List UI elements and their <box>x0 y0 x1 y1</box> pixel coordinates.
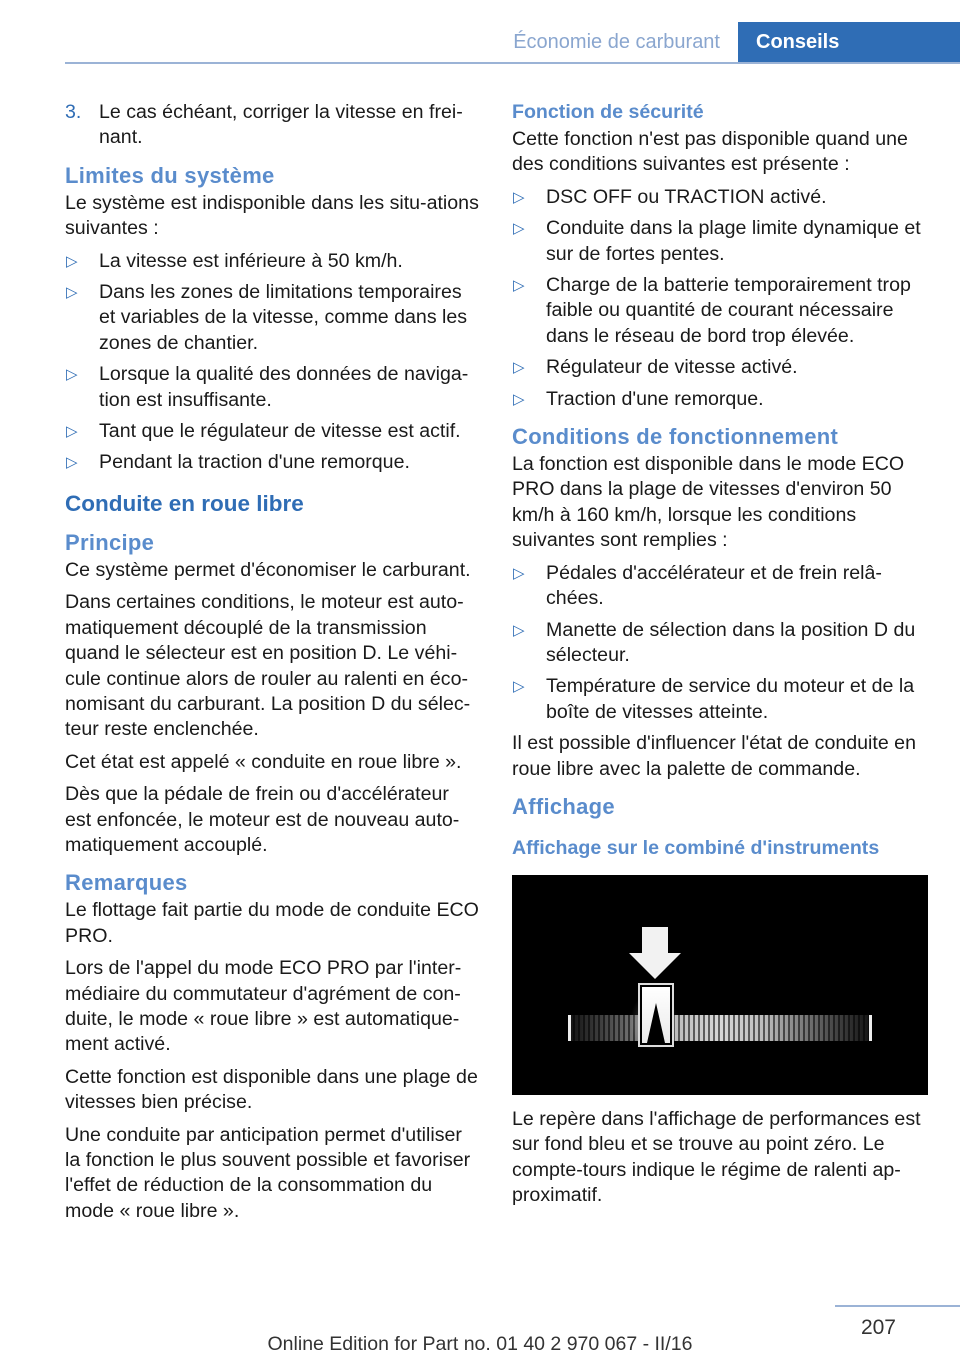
list-item: ▷ Lorsque la qualité des données de naviga‐tion est insuffisante. <box>66 363 469 411</box>
list-item: ▷ Traction d'une remorque. <box>512 387 932 412</box>
list-item: ▷ Conduite dans la plage limite dynamique et sur de fortes pentes. <box>513 217 921 265</box>
instrument-display-figure <box>512 875 928 1095</box>
triangle-bullet-icon: ▷ <box>513 188 525 206</box>
performance-bar <box>568 1015 872 1041</box>
remarks-paragraph: Une conduite par anticipation permet d'utiliser la fonction le plus souvent possible et favoriser l'effet de réduction de la consommation du mode « roue libre ». <box>65 1123 471 1222</box>
step-text: Le cas échéant, corriger la vitesse en frei‐nant. <box>99 101 463 149</box>
remarks-heading: Remarques <box>65 870 188 896</box>
step-list <box>65 100 480 151</box>
marker-notch <box>647 1003 665 1043</box>
page-number: 207 <box>860 1316 896 1339</box>
list-item: ▷ La vitesse est inférieure à 50 km/h. <box>65 249 480 274</box>
page-header <box>0 0 960 64</box>
conditions-heading: Conditions de fonctionnement <box>512 424 839 450</box>
limits-list <box>65 249 480 476</box>
remarks-paragraph: Lors de l'appel du mode ECO PRO par l'inter‐médiaire du commutateur d'agrément de con‐duite, le mode « roue libre » est automatique‐ment activé. <box>65 957 462 1056</box>
bar-right-end <box>869 1015 872 1041</box>
display-subheading: Affichage sur le combiné d'instruments <box>512 836 880 859</box>
triangle-bullet-icon: ▷ <box>513 277 525 295</box>
triangle-bullet-icon: ▷ <box>66 252 78 270</box>
list-item: ▷ Charge de la batterie temporairement trop faible ou quantité de courant nécessaire dans le réseau de bord trop élevée. <box>513 274 911 347</box>
principle-paragraph: Ce système permet d'économiser le carburant. <box>65 558 471 581</box>
safety-intro: Cette fonction n'est pas disponible quand une des conditions suivantes est présente : <box>512 128 908 176</box>
triangle-bullet-icon: ▷ <box>66 454 78 472</box>
triangle-bullet-icon: ▷ <box>513 359 525 377</box>
principle-paragraph: Dès que la pédale de frein ou d'accélérateur est enfoncée, le moteur est de nouveau auto‐matiquement accouplé. <box>65 783 460 856</box>
principle-heading: Principe <box>65 529 155 555</box>
step-number: 3. <box>65 101 82 123</box>
limits-intro: Le système est indisponible dans les situ‐ations suivantes : <box>65 191 479 240</box>
conditions-list <box>512 561 932 725</box>
list-item: ▷ Régulateur de vitesse activé. <box>512 355 932 380</box>
triangle-bullet-icon: ▷ <box>513 390 525 408</box>
display-caption: Le repère dans l'affichage de performances est sur fond bleu et se trouve au point zéro. Le compte-tours indique le régime de ralenti ap‐proximatif. <box>512 1107 921 1207</box>
principle-paragraph: Dans certaines conditions, le moteur est auto‐matiquement découplé de la transmission quand le sélecteur est en position D. Le véhi‐cule continue alors de rouler au ralenti en éco‐nomisant du carburant. La position D du sélec‐teur reste enclenchée. <box>65 591 471 741</box>
edition-line: Online Edition for Part no. 01 40 2 970 067 - II/16 <box>267 1333 693 1355</box>
header-rule <box>65 62 960 64</box>
list-item: ▷ Pédales d'accélérateur et de frein relâ‐chées. <box>513 561 882 610</box>
header-chapter-tab: Conseils <box>738 22 960 64</box>
conditions-outro: Il est possible d'influencer l'état de conduite en roue libre avec la palette de commande. <box>512 732 916 780</box>
list-item: ▷ Pendant la traction d'une remorque. <box>65 450 480 475</box>
display-heading: Affichage <box>512 793 615 819</box>
remarks-paragraph: Cette fonction est disponible dans une plage de vitesses bien précise. <box>65 1065 478 1114</box>
down-arrow-head-icon <box>629 953 681 979</box>
safety-list <box>512 185 932 412</box>
triangle-bullet-icon: ▷ <box>513 564 525 582</box>
list-item: ▷ Tant que le régulateur de vitesse est actif. <box>65 419 480 444</box>
remarks-paragraph: Le flottage fait partie du mode de conduite ECO PRO. <box>65 899 479 947</box>
triangle-bullet-icon: ▷ <box>513 220 525 238</box>
coasting-heading: Conduite en roue libre <box>65 490 304 516</box>
triangle-bullet-icon: ▷ <box>513 621 525 639</box>
triangle-bullet-icon: ▷ <box>66 366 78 384</box>
left-column <box>65 100 480 1231</box>
down-arrow-icon <box>642 927 668 953</box>
limits-heading: Limites du système <box>65 162 275 188</box>
list-item: ▷ Manette de sélection dans la position D du sélecteur. <box>513 618 916 666</box>
triangle-bullet-icon: ▷ <box>513 678 525 696</box>
footer-rule <box>835 1305 960 1307</box>
safety-heading: Fonction de sécurité <box>512 101 704 123</box>
right-column <box>512 100 932 1216</box>
conditions-intro: La fonction est disponible dans le mode ECO PRO dans la plage de vitesses d'environ 50 km/h à 160 km/h, lorsque les conditions suivantes sont remplies : <box>512 453 905 552</box>
principle-paragraph: Cet état est appelé « conduite en roue libre ». <box>65 750 462 773</box>
list-item: ▷ Dans les zones de limitations temporaires et variables de la vitesse, comme dans les zones de chantier. <box>66 281 468 354</box>
header-section-title: Économie de carburant <box>513 31 720 53</box>
triangle-bullet-icon: ▷ <box>66 284 78 302</box>
list-item: ▷ Température de service du moteur et de la boîte de vitesses atteinte. <box>513 675 915 723</box>
step-3 <box>65 100 480 151</box>
list-item: ▷ DSC OFF ou TRACTION activé. <box>512 185 932 210</box>
triangle-bullet-icon: ▷ <box>66 423 78 441</box>
bar-left-end <box>568 1015 571 1041</box>
